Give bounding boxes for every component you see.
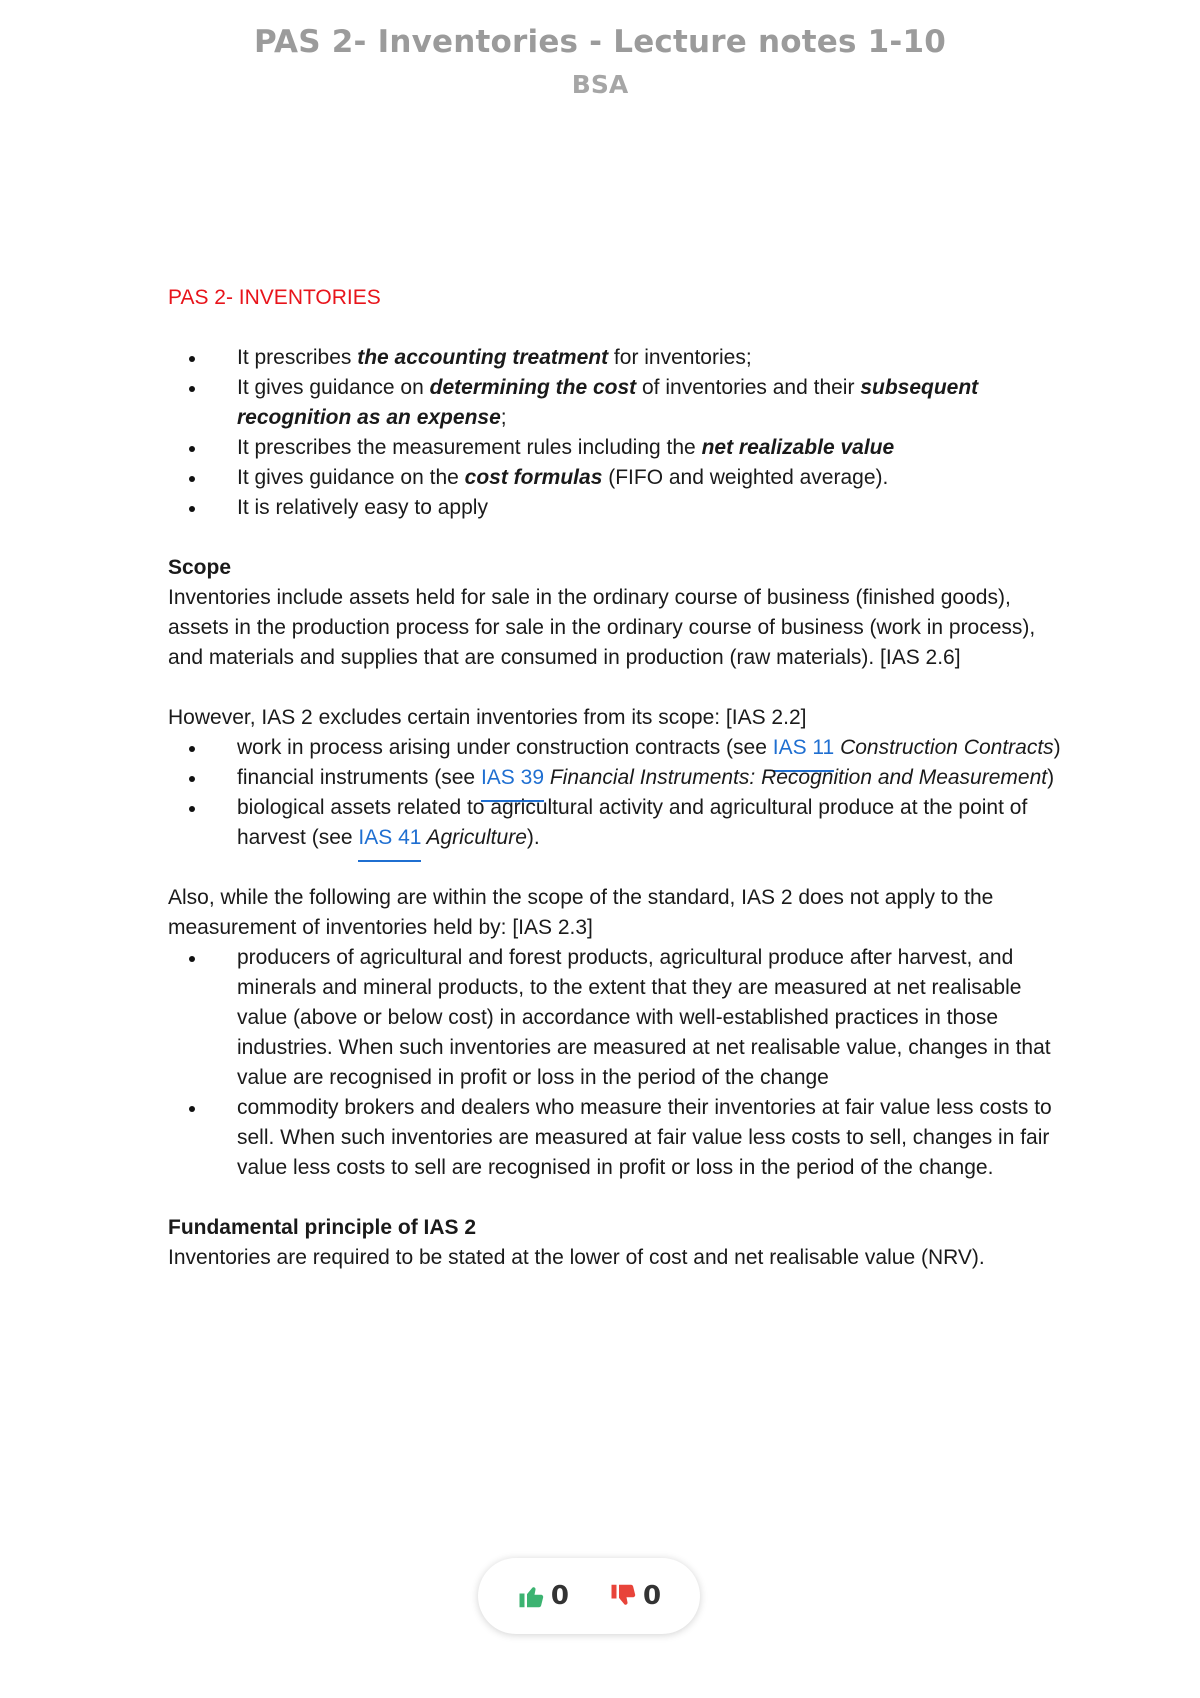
- scope-heading: Scope: [168, 556, 232, 579]
- upvote-count: 0: [550, 1581, 569, 1611]
- measurement-intro: Also, while the following are within the scope of the standard, IAS 2 does not apply to the measurement of inventories held by: [IAS 2.3]: [168, 886, 994, 939]
- exclusions-list: [168, 733, 1068, 853]
- document-body: [168, 283, 1068, 1273]
- intro-bullet-list: [168, 343, 1068, 523]
- downvote-button[interactable]: [609, 1581, 661, 1611]
- list-item: It gives guidance on determining the cost of inventories and their subsequent recognition as an expense;: [168, 373, 1068, 433]
- list-item: It prescribes the accounting treatment for inventories;: [168, 343, 1068, 373]
- list-item: It prescribes the measurement rules including the net realizable value: [168, 433, 1068, 463]
- ias-39-link[interactable]: IAS 39: [480, 766, 544, 789]
- downvote-count: 0: [643, 1581, 662, 1611]
- list-item: commodity brokers and dealers who measure their inventories at fair value less costs to sell. When such inventories are measured at fair value less costs to sell, changes in fair value less costs to sell are recognised in profit or loss in the period of the change.: [168, 1093, 1068, 1183]
- document-header: [0, 24, 1200, 99]
- list-item: financial instruments (see IAS 39 Financial Instruments: Recognition and Measurement): [168, 763, 1068, 793]
- section-title: PAS 2- INVENTORIES: [168, 286, 381, 309]
- ias-41-link[interactable]: IAS 41: [358, 826, 422, 849]
- principle-heading: Fundamental principle of IAS 2: [168, 1216, 477, 1239]
- vote-bar: [478, 1558, 700, 1634]
- list-item: It gives guidance on the cost formulas (FIFO and weighted average).: [168, 463, 1068, 493]
- exclusions-intro: However, IAS 2 excludes certain inventories from its scope: [IAS 2.2]: [168, 706, 807, 729]
- list-item: producers of agricultural and forest products, agricultural produce after harvest, and minerals and mineral products, to the extent that they are measured at net realisable value (above or below cost) in accordance with well-established practices in those industries. When such inventories are measured at net realisable value, changes in that value are recognised in profit or loss in the period of the change: [168, 943, 1068, 1093]
- principle-text: Inventories are required to be stated at the lower of cost and net realisable value (NRV).: [168, 1246, 985, 1269]
- thumbs-up-icon: [517, 1581, 547, 1611]
- list-item: It is relatively easy to apply: [168, 493, 1068, 523]
- document-subtitle: BSA: [571, 70, 629, 99]
- thumbs-down-icon: [609, 1581, 639, 1611]
- list-item: work in process arising under construction contracts (see IAS 11 Construction Contracts): [168, 733, 1068, 763]
- document-title: PAS 2- Inventories - Lecture notes 1-10: [253, 24, 947, 60]
- scope-paragraph: Inventories include assets held for sale in the ordinary course of business (finished goods), assets in the production process for sale in the ordinary course of business (work in process), and materials and supplies that are consumed in production (raw materials). [IAS 2.6]: [168, 586, 1036, 669]
- upvote-button[interactable]: [517, 1581, 569, 1611]
- list-item: biological assets related to agricultural activity and agricultural produce at the point of harvest (see IAS 41 Agriculture).: [168, 793, 1068, 853]
- measurement-list: [168, 943, 1068, 1183]
- ias-11-link[interactable]: IAS 11: [772, 736, 835, 759]
